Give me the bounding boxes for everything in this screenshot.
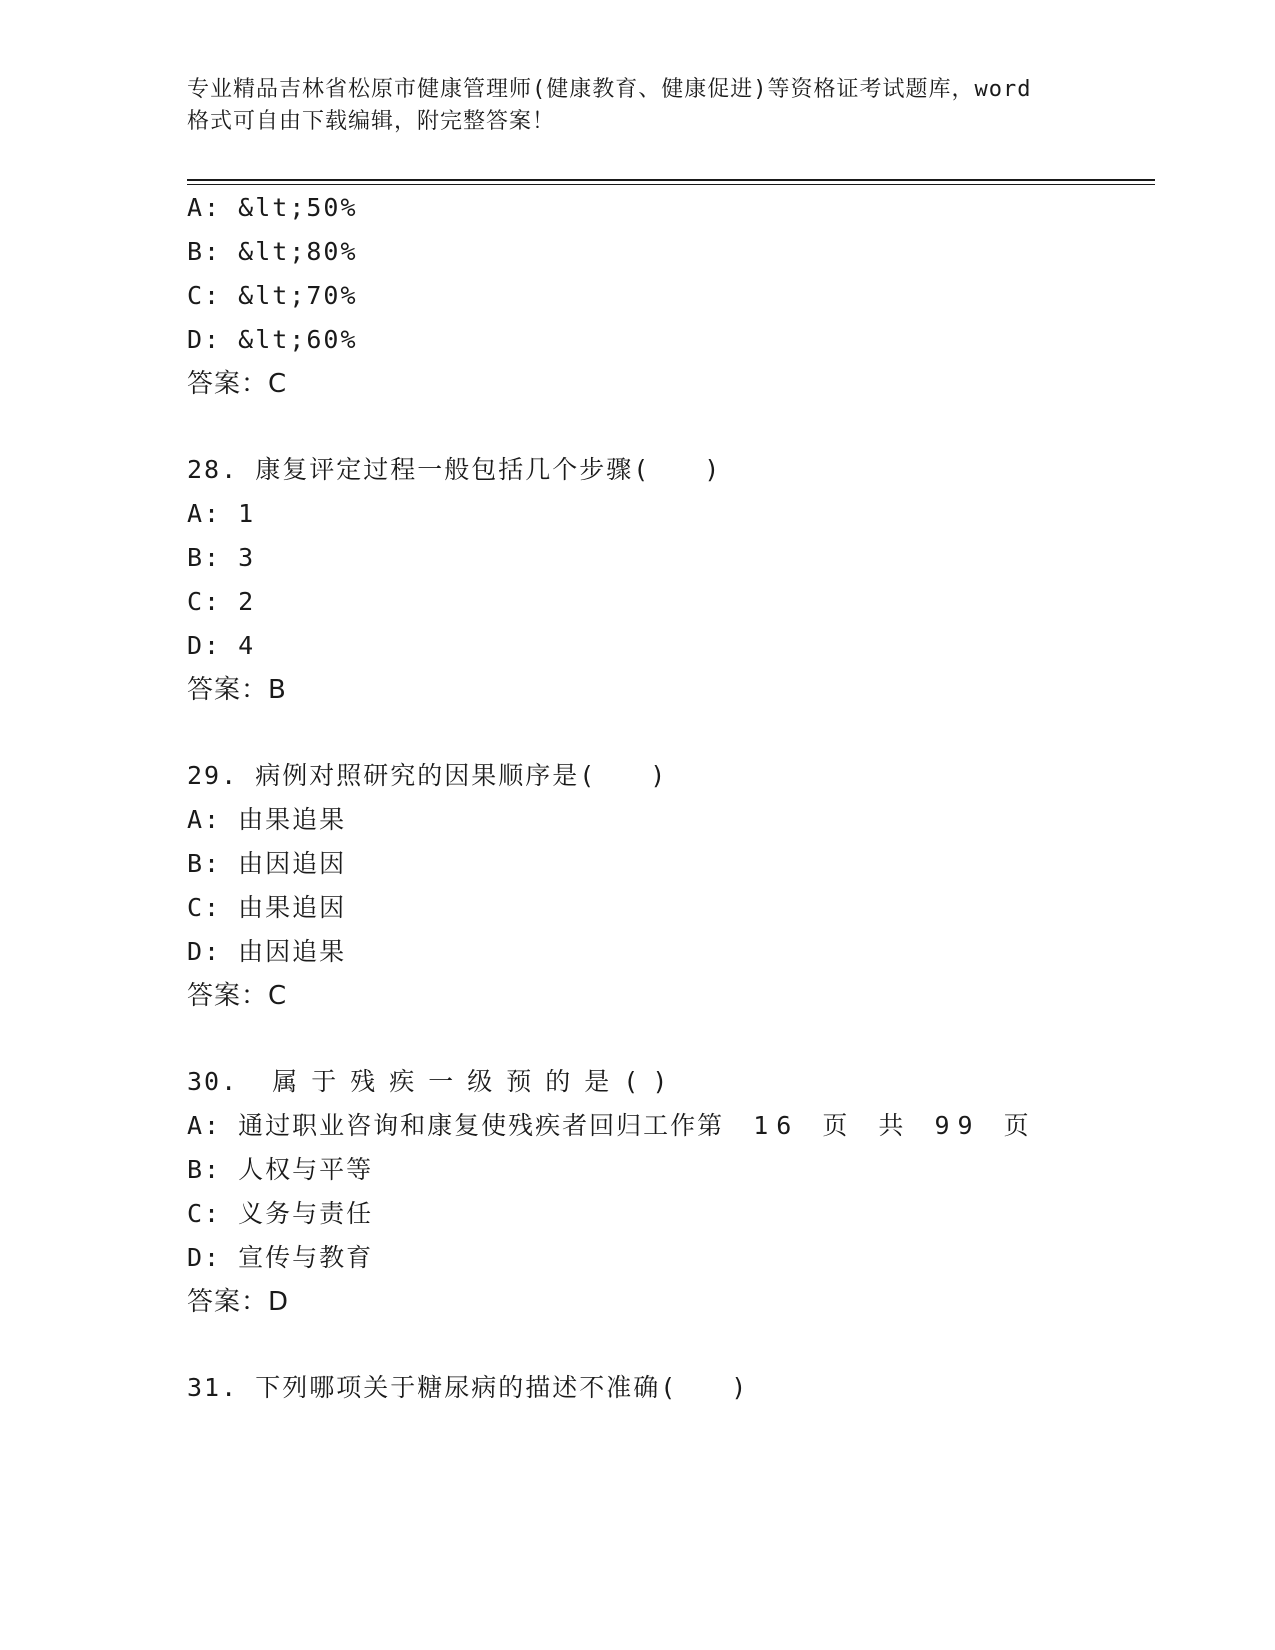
q29-option-b: B: 由因追因 — [187, 849, 347, 878]
q31-question: 31. 下列哪项关于糖尿病的描述不准确( ) — [187, 1373, 749, 1402]
q29-answer: 答案：C — [187, 981, 288, 1011]
q30-question-row — [187, 1067, 681, 1097]
q30-option-b: B: 人权与平等 — [187, 1155, 374, 1184]
header-divider-thin — [187, 184, 1155, 185]
header-line-1: 专业精品吉林省松原市健康管理师(健康教育、健康促进)等资格证考试题库，word — [187, 77, 1032, 102]
q28-answer: 答案：B — [187, 675, 287, 705]
q27-answer: 答案：C — [187, 369, 288, 399]
q29-option-c: C: 由果追因 — [187, 893, 347, 922]
q27-option-a: A: &lt;50% — [187, 193, 358, 222]
q28-option-a: A: 1 — [187, 499, 256, 528]
q29-option-d: D: 由因追果 — [187, 937, 347, 966]
q28-option-d: D: 4 — [187, 631, 256, 660]
q30-answer: 答案：D — [187, 1287, 290, 1317]
q30-question: 属于残疾一级预的是() — [272, 1067, 682, 1096]
q27-option-c: C: &lt;70% — [187, 281, 358, 310]
header-line-2: 格式可自由下载编辑，附完整答案！ — [187, 109, 556, 134]
q30-number: 30. — [187, 1067, 239, 1096]
q27-option-b: B: &lt;80% — [187, 237, 358, 266]
q28-question: 28. 康复评定过程一般包括几个步骤( ) — [187, 455, 722, 484]
q29-option-a: A: 由果追果 — [187, 805, 347, 834]
document-header — [187, 74, 1087, 138]
q30-option-a-row — [187, 1111, 1037, 1141]
q30-option-d: D: 宣传与教育 — [187, 1243, 374, 1272]
q27-option-d: D: &lt;60% — [187, 325, 358, 354]
q30-option-a: A: 通过职业咨询和康复使残疾者回归工作 — [187, 1111, 698, 1140]
q28-option-b: B: 3 — [187, 543, 256, 572]
header-divider-thick — [187, 179, 1155, 181]
q30-option-c: C: 义务与责任 — [187, 1199, 374, 1228]
page-number-note: 第 16 页 共 99 页 — [697, 1111, 1037, 1140]
q28-option-c: C: 2 — [187, 587, 256, 616]
q29-question: 29. 病例对照研究的因果顺序是( ) — [187, 761, 668, 790]
